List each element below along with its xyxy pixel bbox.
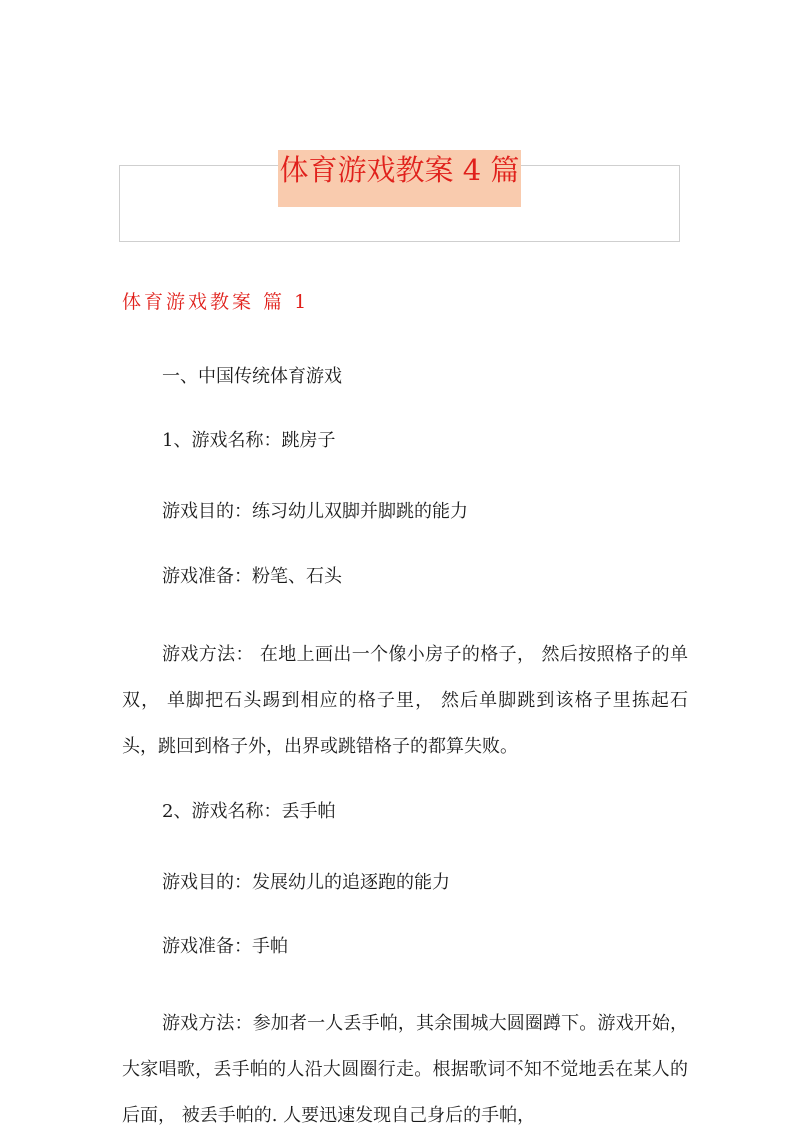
document-title: 体育游戏教案 4 篇 <box>279 153 520 187</box>
game1-goal: 游戏目的：练习幼儿双脚并脚跳的能力 <box>162 501 468 522</box>
game1-method: 游戏方法： 在地上画出一个像小房子的格子， 然后按照格子的单双， 单脚把石头踢到相应的格子里， 然后单脚跳到该格子里拣起石头，跳回到格子外，出界或跳错格子的都算失败。 <box>122 644 688 757</box>
section-heading: 体育游戏教案 篇 1 <box>122 291 310 313</box>
game1-prep: 游戏准备：粉笔、石头 <box>162 566 342 587</box>
game2-prep: 游戏准备：手帕 <box>162 936 288 957</box>
game2-method: 游戏方法：参加者一人丢手帕，其余围城大圆圈蹲下。游戏开始，大家唱歌，丢手帕的人沿大圆圈行走。根据歌词不知不觉地丢在某人的后面， 被丢手帕的. 人要迅速发现自己身后的手帕， <box>122 1013 688 1126</box>
part-heading: 一、中国传统体育游戏 <box>162 366 342 387</box>
game1-name: 1、游戏名称：跳房子 <box>162 430 336 451</box>
game2-name: 2、游戏名称：丢手帕 <box>162 801 336 822</box>
game2-goal: 游戏目的：发展幼儿的追逐跑的能力 <box>162 872 450 893</box>
